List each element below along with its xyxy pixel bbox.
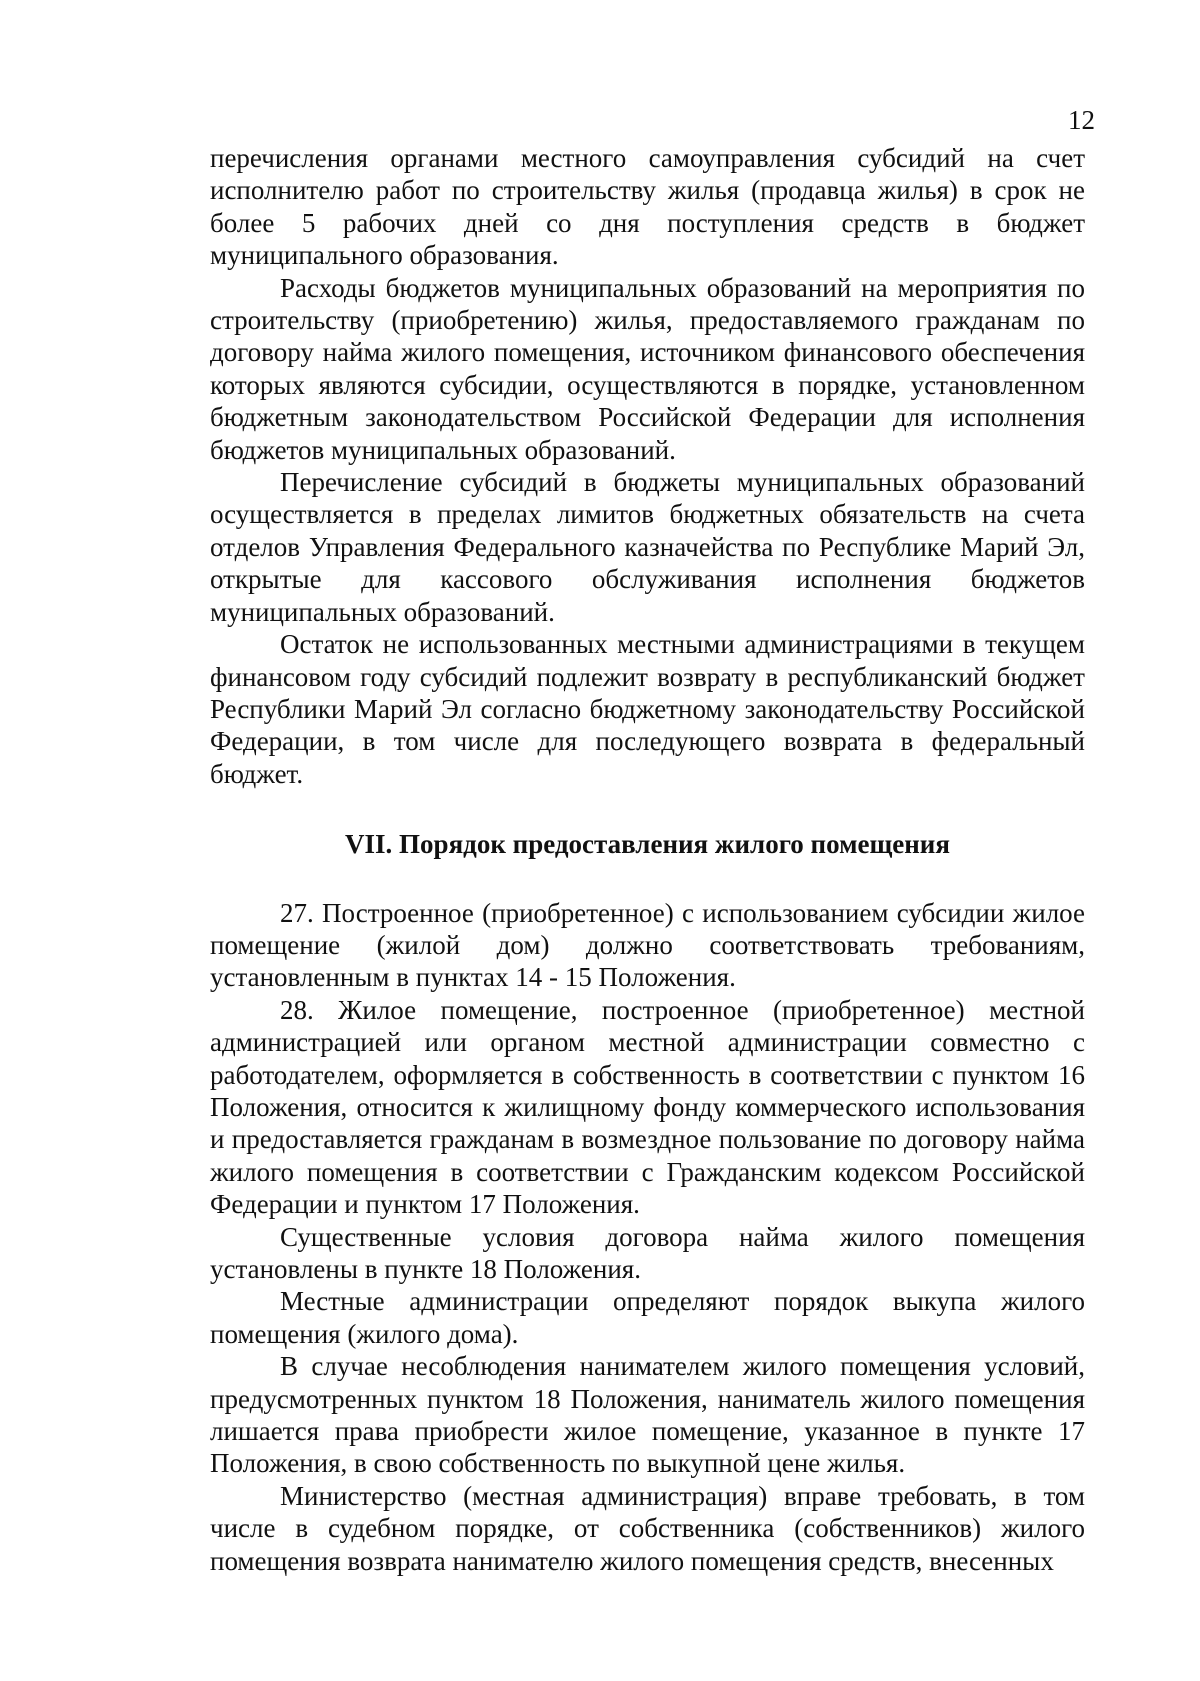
paragraph-item-27: 27. Построенное (приобретенное) с использованием субсидии жилое помещение (жилой дом) должно соответствовать требованиям, установленным в пунктах 14 - 15 Положения. [210,897,1085,993]
paragraph: Перечисление субсидий в бюджеты муниципальных образований осуществляется в пределах лимитов бюджетных обязательств на счета отделов Управления Федерального казначейства по Республике Марий Эл, открытые для кассового обслуживания исполнения бюджетов муниципальных образований. [210,467,1085,627]
paragraph: Существенные условия договора найма жилого помещения установлены в пункте 18 Положения. [210,1221,1085,1284]
page-number: 12 [1068,105,1095,135]
paragraph: Расходы бюджетов муниципальных образований на мероприятия по строительству (приобретению) жилья, предоставляемого гражданам по договору найма жилого помещения, источником финансового обеспечения которых являются субсидии, осуществляются в порядке, установленном бюджетным законодательством Российской Федерации для исполнения бюджетов муниципальных образований. [210,272,1085,465]
paragraph-item-28: 28. Жилое помещение, построенное (приобретенное) местной администрацией или органом местной администрации совместно с работодателем, оформляется в собственность в соответствии с пунктом 16 Положения, относится к жилищному фонду коммерческого использования и предоставляется гражданам в возмездное пользование по договору найма жилого помещения в соответствии с Гражданским кодексом Российской Федерации и пунктом 17 Положения. [210,994,1085,1220]
paragraph-final: Министерство (местная администрация) вправе требовать, в том числе в судебном порядке, от собственника (собственников) жилого помещения возврата нанимателю жилого помещения средств, внесенных [210,1480,1085,1576]
paragraph: В случае несоблюдения нанимателем жилого помещения условий, предусмотренных пунктом 18 Положения, наниматель жилого помещения лишается права приобрести жилое помещение, указанное в пункте 17 Положения, в свою собственность по выкупной цене жилья. [210,1351,1085,1479]
paragraph-continuation: перечисления органами местного самоуправления субсидий на счет исполнителю работ по строительству жилья (продавца жилья) в срок не более 5 рабочих дней со дня поступления средств в бюджет муниципального образования. [210,143,1085,271]
section-heading: VII. Порядок предоставления жилого помещения [345,829,950,860]
paragraph: Остаток не использованных местными администрациями в текущем финансовом году субсидий подлежит возврату в республиканский бюджет Республики Марий Эл согласно бюджетному законодательству Российской Федерации, в том числе для последующего возврата в федеральный бюджет. [210,629,1085,789]
paragraph: Местные администрации определяют порядок выкупа жилого помещения (жилого дома). [210,1286,1085,1349]
document-body [210,142,1085,1577]
